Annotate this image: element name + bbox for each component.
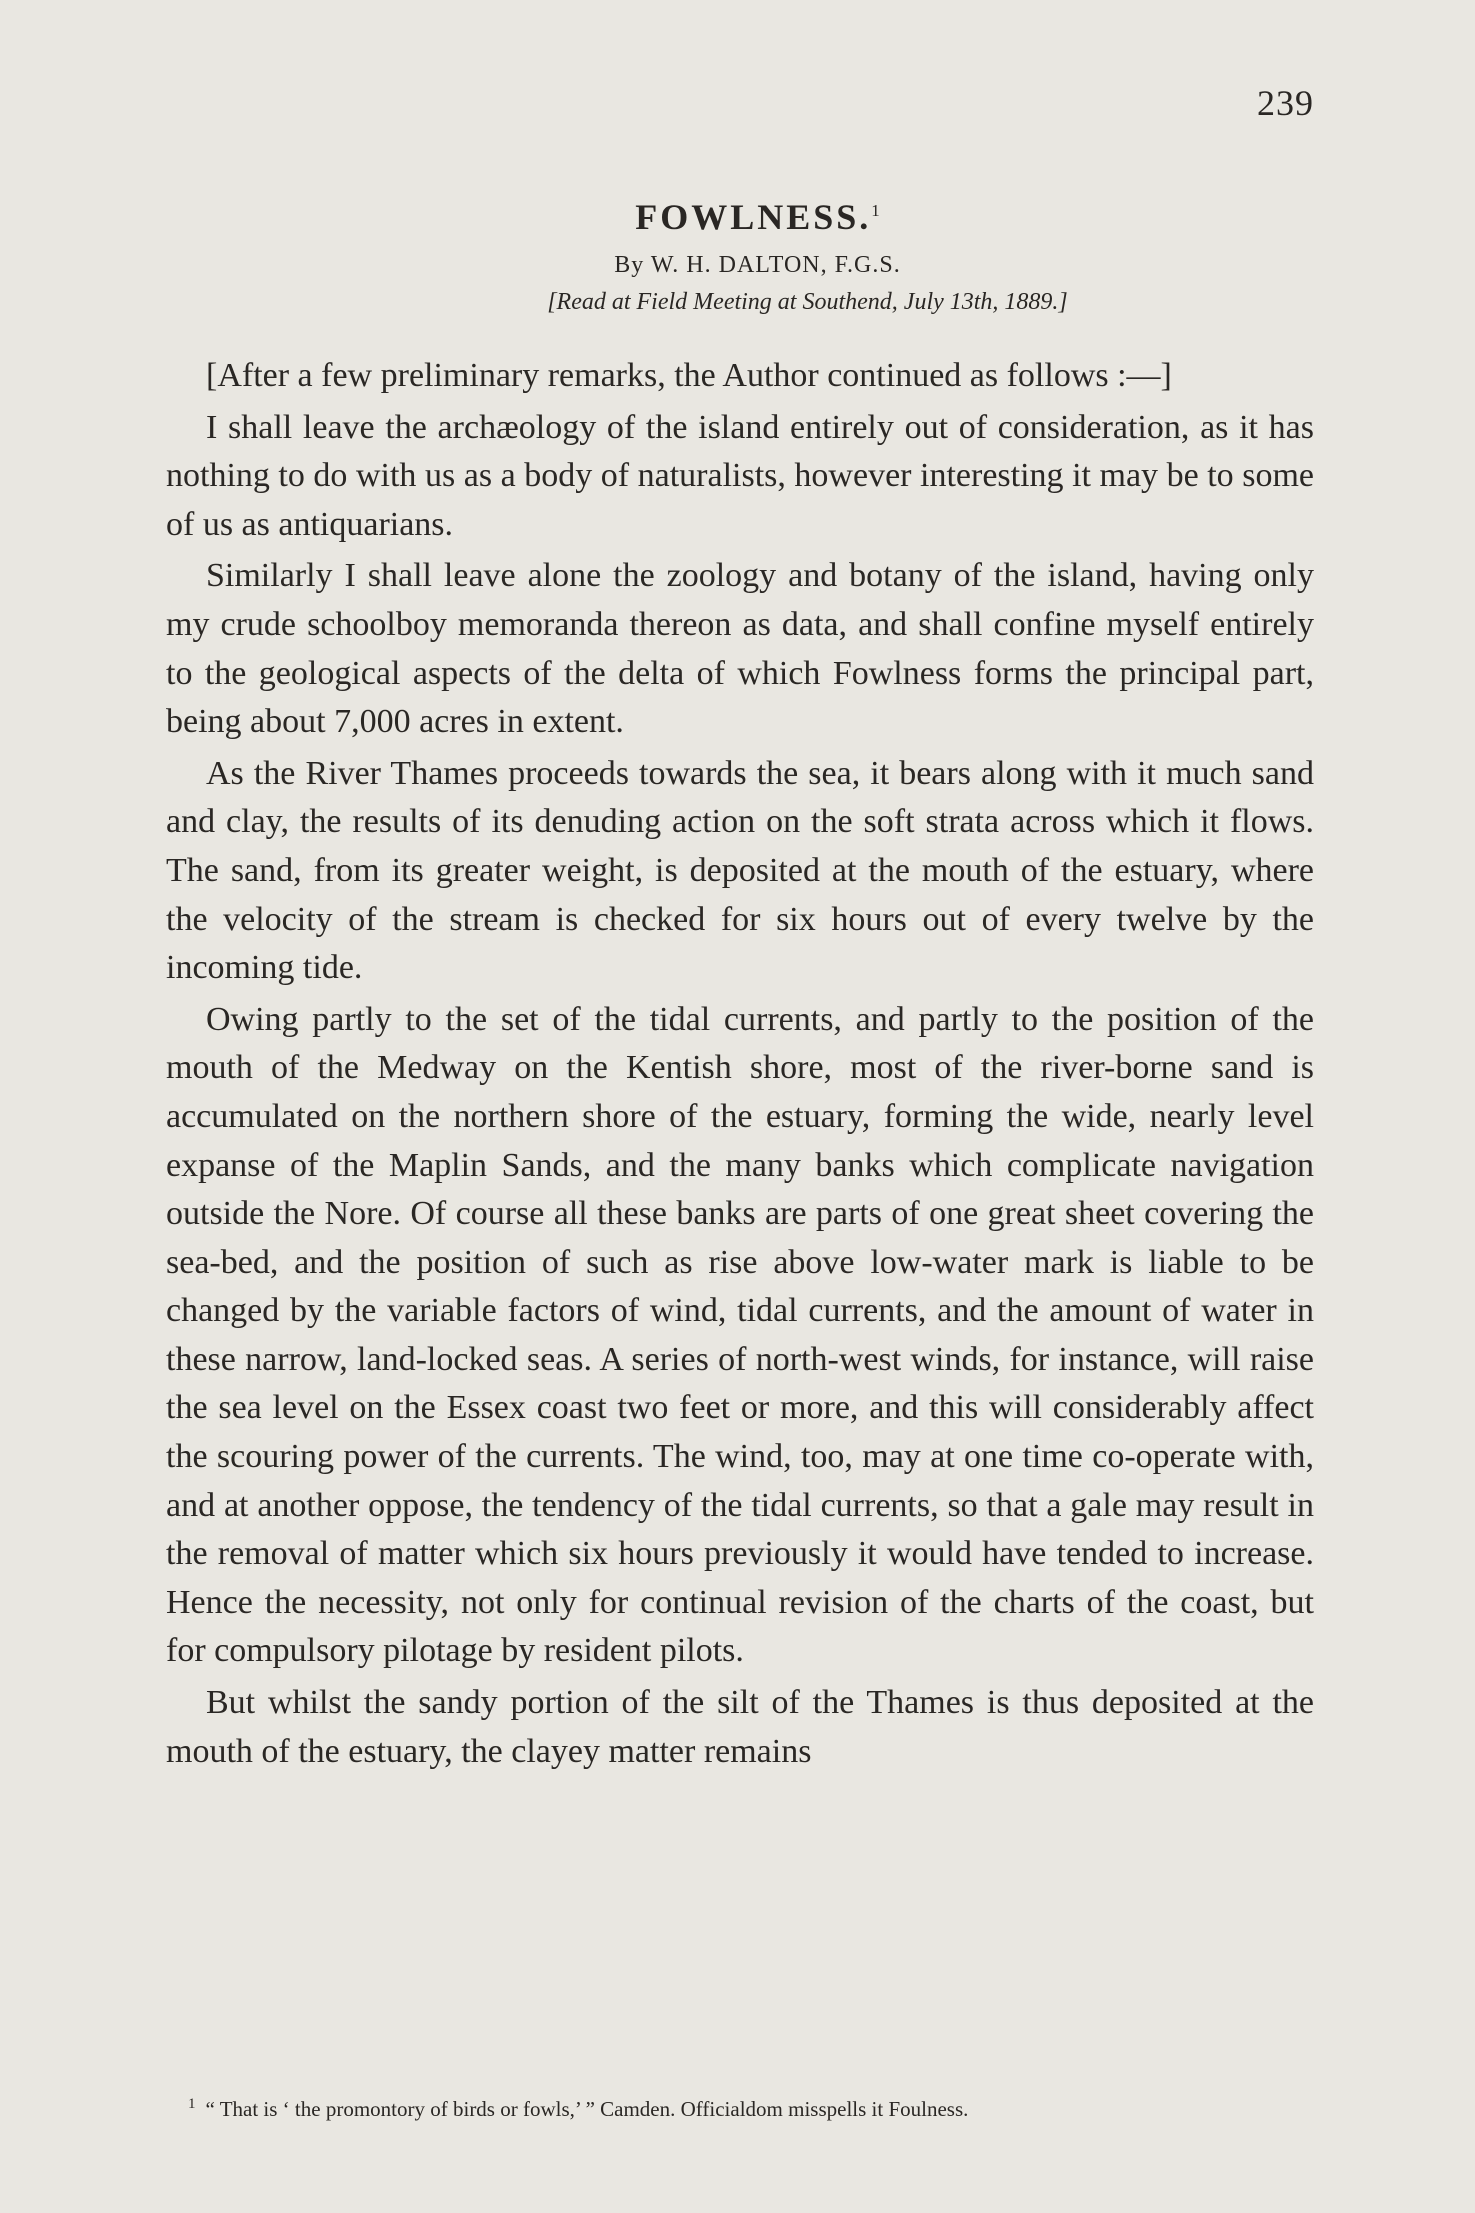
- paragraph-river-thames: As the River Thames proceeds towards the sea, it bears along with it much sand and clay, the results of its denuding action on the soft strata across which it flows. The sand, from its greater weight, is deposited at the mouth of the estuary, where the velocity of the stream is checked for six hours out of every twelve by the incoming tide.: [166, 754, 1314, 987]
- article-title-text: FOWLNESS.: [635, 197, 872, 237]
- footnote-mark: 1: [188, 2096, 196, 2112]
- article-byline: By W. H. DALTON, F.G.S.: [614, 252, 901, 278]
- paragraph-intro: [After a few preliminary remarks, the Author continued as follows :—]: [206, 357, 1172, 394]
- footnote-text: “ That is ‘ the promontory of birds or fowls,’ ” Camden. Officialdom misspells it Foulness.: [205, 2097, 969, 2121]
- paragraph-clayey-matter: But whilst the sandy portion of the silt of the Thames is thus deposited at the mouth of the estuary, the clayey matter remains: [166, 1684, 1314, 1770]
- footnote-reference: 1: [871, 201, 880, 220]
- article-header: [0, 196, 1475, 316]
- article-title: [20, 196, 1475, 238]
- read-note: [Read at Field Meeting at Southend, July 13th, 1889.]: [547, 289, 1068, 315]
- article-body: [166, 352, 1314, 1779]
- page-number: 239: [1257, 83, 1314, 123]
- paragraph-archaeology: I shall leave the archæology of the island entirely out of consideration, as it has nothing to do with us as a body of naturalists, however interesting it may be to some of us as antiquarians.: [166, 408, 1314, 543]
- paragraph-tidal-currents: Owing partly to the set of the tidal currents, and partly to the position of the mouth of the Medway on the Kentish shore, most of the river-borne sand is accumulated on the northern shore of the estuary, forming the wide, nearly level expanse of the Maplin Sands, and the many banks which complicate navigation outside the Nore. Of course all these banks are parts of one great sheet covering the sea-bed, and the position of such as rise above low-water mark is liable to be changed by the variable factors of wind, tidal currents, and the amount of water in these narrow, land-locked seas. A series of north-west winds, for instance, will raise the sea level on the Essex coast two feet or more, and this will considerably affect the scouring power of the currents. The wind, too, may at one time co-operate with, and at another oppose, the tendency of the tidal currents, so that a gale may result in the removal of matter which six hours previously it would have tended to increase. Hence the necessity, not only for continual revision of the charts of the coast, but for compulsory pilotage by resident pilots.: [166, 1000, 1314, 1670]
- paragraph-zoology-botany: Similarly I shall leave alone the zoology and botany of the island, having only my crude schoolboy memoranda thereon as data, and shall confine myself entirely to the geological aspects of the delta of which Fowlness forms the principal part, being about 7,000 acres in extent.: [166, 557, 1314, 741]
- footnote: [188, 2090, 1308, 2123]
